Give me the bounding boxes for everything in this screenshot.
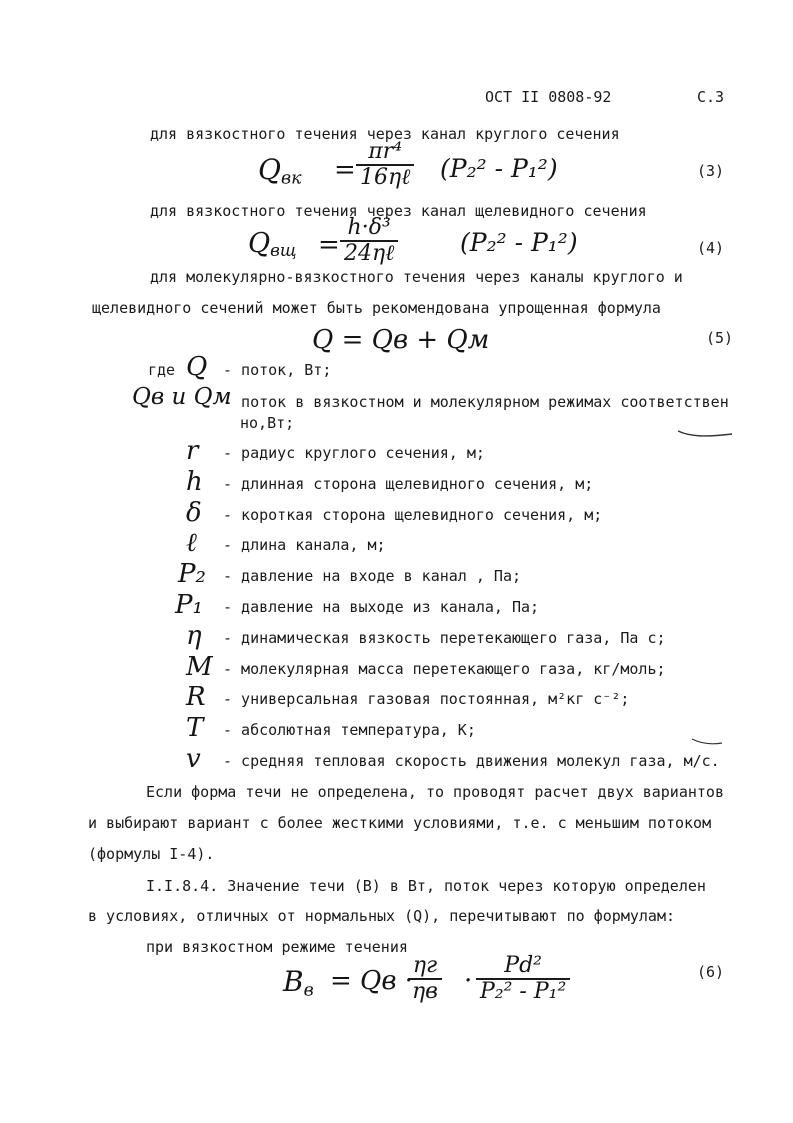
formula-3-number: (3) <box>697 162 725 180</box>
def-v: - средняя тепловая скорость движения молекул газа, м/с. <box>223 752 720 770</box>
formula-6-number: (6) <box>697 963 725 981</box>
text-line-molecular-viscous: для молекулярно-вязкостного течения через каналы круглого и <box>150 268 683 286</box>
formula-3-tail: (P₂² - P₁²) <box>440 154 558 183</box>
def-h: - длинная сторона щелевидного сечения, м; <box>223 475 594 493</box>
def-r: - радиус круглого сечения, м; <box>223 444 485 462</box>
formula-6-dot: · <box>464 966 473 996</box>
formula-4-tail: (P₂² - P₁²) <box>460 228 578 257</box>
symbol-t: T <box>186 713 204 743</box>
formula-3-fraction <box>356 140 414 190</box>
paragraph-3-line-1: при вязкостном режиме течения <box>146 938 408 956</box>
formula-4-lhs: $Q_{вщ}$ <box>248 228 297 261</box>
paragraph-1-line-2: и выбирают вариант с более жесткими условиями, т.е. с меньшим потоком <box>88 814 712 832</box>
formula-6-fraction-2 <box>476 954 570 1004</box>
def-qv-qm-cont: но,Вт; <box>240 414 295 432</box>
formula-3-lhs: $Q_{вк}$ <box>258 153 302 189</box>
formula-3-numerator: πr⁴ <box>368 139 403 164</box>
text-line-circular-channel: для вязкостного течения через канал круглого сечения <box>150 125 620 143</box>
def-l: - длина канала, м; <box>223 536 386 554</box>
page-number: С.3 <box>697 88 725 106</box>
formula-6-numerator-1: ηг <box>412 953 438 978</box>
formula-4-fraction <box>340 216 398 266</box>
text-line-slit-channel: для вязкостного течения через канал щелевидного сечения <box>150 202 647 220</box>
formula-6-eq: = Qв · <box>330 966 414 996</box>
paragraph-1-line-3: (формулы I-4). <box>88 845 215 863</box>
symbol-v: v <box>186 744 201 774</box>
pen-tick-mark <box>690 735 724 755</box>
formula-4-denominator: 24ηℓ <box>344 241 395 266</box>
symbol-delta: δ <box>186 498 202 528</box>
formula-6-denominator-1: ηв <box>412 979 438 1004</box>
symbol-h: h <box>186 467 203 497</box>
symbol-r-gas: R <box>186 682 206 712</box>
formula-6-fraction-1 <box>408 954 442 1004</box>
def-q: - поток, Вт; <box>223 361 332 379</box>
def-p2: - давление на входе в канал , Па; <box>223 567 522 585</box>
formula-6-numerator-2: Pd² <box>504 953 543 978</box>
where-word: где <box>148 361 176 379</box>
formula-4-number: (4) <box>697 239 725 257</box>
pen-squiggle-mark <box>676 425 736 441</box>
paragraph-2-line-1: I.I.8.4. Значение течи (B) в Вт, поток через которую определен <box>146 877 706 895</box>
formula-6-lhs: $B_в$ <box>283 965 314 1001</box>
symbol-m: M <box>186 652 213 682</box>
formula-3-denominator: 16ηℓ <box>360 165 411 190</box>
text-line-simplified-formula: щелевидного сечений может быть рекомендована упрощенная формула <box>92 299 661 317</box>
formula-5: Q = Qв + Qм <box>312 325 490 355</box>
formula-4-equals: = <box>318 230 340 260</box>
paragraph-2-line-2: в условиях, отличных от нормальных (Q), перечитывают по формулам: <box>88 907 675 925</box>
def-p1: - давление на выходе из канала, Па; <box>223 598 540 616</box>
symbol-p2: P₂ <box>178 559 206 589</box>
formula-6-denominator-2: P₂² - P₁² <box>480 979 567 1004</box>
symbol-q: Q <box>186 352 208 382</box>
def-m: - молекулярная масса перетекающего газа, кг/моль; <box>223 660 666 678</box>
def-delta: - короткая сторона щелевидного сечения, м; <box>223 506 603 524</box>
def-r-gas: - универсальная газовая постоянная, м²кг с⁻²; <box>223 690 630 708</box>
paragraph-1-line-1: Если форма течи не определена, то проводят расчет двух вариантов <box>146 783 724 801</box>
symbol-eta: η <box>186 621 202 651</box>
def-eta: - динамическая вязкость перетекающего газа, Па с; <box>223 629 666 647</box>
symbol-qv-qm: Qв и Qм <box>132 384 232 410</box>
formula-4-numerator: h·δ³ <box>347 215 391 240</box>
def-qv-qm: - поток в вязкостном и молекулярном режимах соответствен <box>223 393 729 411</box>
document-code: ОСТ II 0808-92 <box>485 88 612 106</box>
formula-5-number: (5) <box>706 329 734 347</box>
symbol-l: ℓ <box>186 528 197 558</box>
formula-3-equals: = <box>334 155 356 185</box>
symbol-p1: P₁ <box>175 590 203 620</box>
symbol-r: r <box>186 436 199 466</box>
def-t: - абсолютная температура, К; <box>223 721 476 739</box>
